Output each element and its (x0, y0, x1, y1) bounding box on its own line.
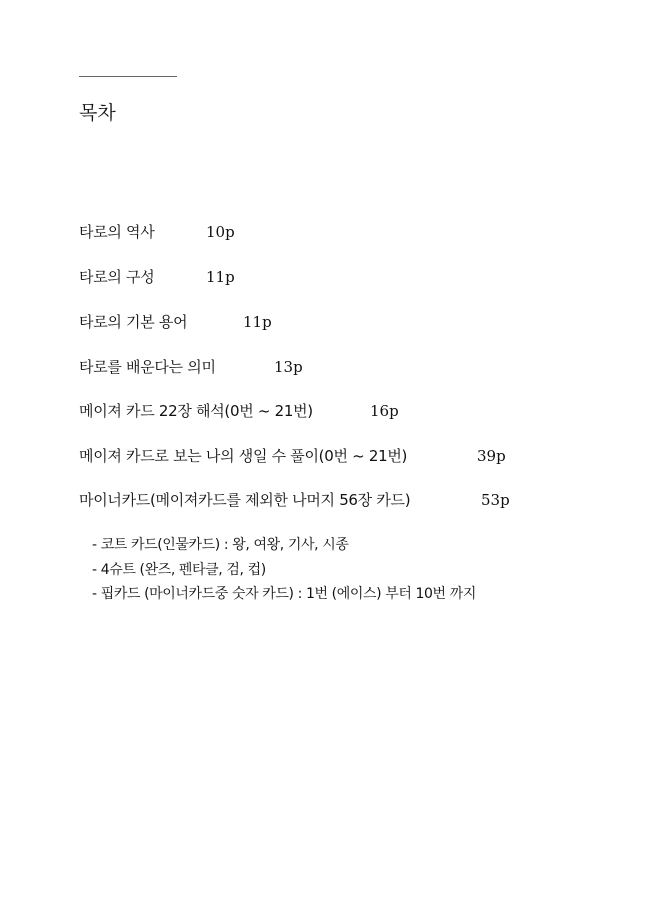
page-title: 목차 (79, 102, 116, 124)
toc-entry-page: 10p (206, 223, 235, 241)
toc-entry-page: 39p (477, 447, 506, 465)
toc-entry-title: 마이너카드(메이져카드를 제외한 나머지 56장 카드) (79, 491, 411, 509)
toc-entry-page: 11p (206, 268, 235, 286)
subsection-item: - 코트 카드(인물카드) : 왕, 여왕, 기사, 시종 (92, 537, 349, 553)
toc-entry-page: 16p (370, 402, 399, 420)
toc-entry-page: 53p (481, 491, 510, 509)
toc-entry-page: 13p (274, 358, 303, 376)
toc-entry-title: 타로의 기본 용어 (79, 313, 188, 331)
minor-card-subsections (92, 0, 632, 922)
toc-entry-title: 메이져 카드 22장 해석(0번 ~ 21번) (79, 402, 313, 420)
toc-entry-title: 타로의 구성 (79, 268, 155, 286)
toc-entry-title: 타로의 역사 (79, 223, 155, 241)
toc-entry-title: 타로를 배운다는 의미 (79, 358, 216, 376)
toc-entry-page: 11p (243, 313, 272, 331)
subsection-item: - 4슈트 (완즈, 펜타클, 검, 컵) (92, 562, 266, 578)
subsection-item: - 핍카드 (마이너카드중 숫자 카드) : 1번 (에이스) 부터 10번 까지 (92, 586, 476, 602)
toc-entry-title: 메이져 카드로 보는 나의 생일 수 풀이(0번 ~ 21번) (79, 447, 408, 465)
